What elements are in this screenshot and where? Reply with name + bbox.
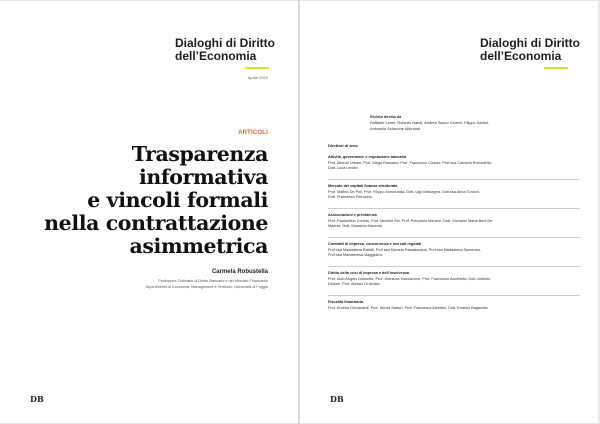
area-title: Attività, governance e regolazione bancaria <box>328 155 407 159</box>
area-members <box>328 277 578 288</box>
area-block <box>328 213 578 230</box>
author-affiliation <box>28 278 268 290</box>
area-members-line: Prof.ssa Mariateresa Maggiolino <box>328 253 383 258</box>
area-members-line: Prof. Andrea Giovanardi, Prof. Nicola Sartori, Prof. Francesco Albertini, Dott. Ernesto Bagarotto <box>328 305 488 310</box>
area-members-line: Prof. Aldo Angelo Dolmetta, Prof. Gianluca Mucciarone, Prof. Francesco Accettella, Dott. Antonio <box>328 276 491 281</box>
area-members-line: Prof. Alberto Urbani, Prof. Diego Rossano, Prof. Francesco Ciraolo, Prof.ssa Carmela Robustella, <box>328 160 492 165</box>
title-line: e vincoli formali <box>87 188 268 212</box>
direction-line: Antonella Sciarrone Alibrandi <box>370 126 420 131</box>
area-block <box>328 242 578 259</box>
journal-title <box>480 37 580 63</box>
db-logo: DB <box>30 394 44 404</box>
affiliation-line: Dipartimento di Economia, Management e Territorio, Università di Foggia <box>145 285 268 289</box>
area-title: Diritto della crisi di impresa e dell’insolvenza <box>328 271 410 275</box>
title-line: Trasparenza <box>131 142 268 166</box>
divider <box>328 208 580 209</box>
divider <box>328 266 580 267</box>
direction-title: Rivista diretta da <box>370 114 402 119</box>
areas-heading: Direttori di area <box>328 143 358 148</box>
left-page <box>0 1 298 423</box>
title-line: nella contrattazione <box>44 211 268 235</box>
accent-line <box>544 67 568 69</box>
journal-title <box>175 37 275 63</box>
issue-date: Aprile 2022 <box>247 75 268 80</box>
direction-line: Raffaele Lener, Roberto Natoli, Andrea Sacco Ginevri, Filippo Sartori, <box>370 120 490 125</box>
area-title: Mercato dei capitali finanza strutturata <box>328 184 398 188</box>
area-members-line: Prof. Paoloefisio Corrias, Prof. Michele Siri, Prof. Pierpaolo Marano, Dott. Giovanni Maria Berti De <box>328 218 493 223</box>
area-members <box>328 190 578 201</box>
area-block <box>328 300 578 311</box>
area-title: Fiscalità finanziaria <box>328 300 364 304</box>
divider <box>328 237 580 238</box>
area-members-line: Dott. Francesco Petrosino <box>328 195 372 200</box>
area-members-line: Marinis, Dott. Massimo Mazzola <box>328 224 382 229</box>
title-line: informativa <box>138 165 268 189</box>
area-members-line: Prof. Matteo De Poli, Prof. Filippo Annunziata, Dott. Ugo Malvagna, Dott.ssa Anna Tonioni, <box>328 189 480 194</box>
journal-title-line: dell’Economia <box>480 49 562 63</box>
area-block <box>328 184 578 201</box>
author-name: Carmela Robustella <box>211 269 268 275</box>
divider <box>328 179 580 180</box>
divider <box>328 295 580 296</box>
db-logo: DB <box>330 394 344 404</box>
area-members-line: Prof.ssa Maddalena Rabitti, Prof.ssa Michela Passalacqua, Prof.ssa Maddalena Semeraro, <box>328 247 482 252</box>
editorial-direction <box>370 114 570 132</box>
area-members <box>328 219 578 230</box>
journal-title-line: Dialoghi di Diritto <box>175 36 275 50</box>
area-title: Assicurazioni e previdenza <box>328 213 377 217</box>
affiliation-line: Professore Ordinario di Diritto Bancario e del Mercato Finanziario <box>158 279 268 283</box>
article-title <box>38 143 268 258</box>
area-title: Contratti di impresa, concorrenza e mercati regolati <box>328 242 422 246</box>
area-members <box>328 248 578 259</box>
area-members <box>328 306 578 312</box>
area-block <box>328 271 578 288</box>
right-page <box>300 1 598 423</box>
area-block <box>328 155 578 172</box>
journal-title-line: dell’Economia <box>175 49 257 63</box>
area-members-line: Didone, Prof. Alessio Di Amato <box>328 282 380 287</box>
area-members <box>328 161 578 172</box>
title-line: asimmetrica <box>129 234 268 258</box>
section-label: ARTICOLI <box>238 130 268 136</box>
accent-line <box>245 67 269 69</box>
journal-title-line: Dialoghi di Diritto <box>480 36 580 50</box>
area-members-line: Dott. Luca Lentini <box>328 166 358 171</box>
